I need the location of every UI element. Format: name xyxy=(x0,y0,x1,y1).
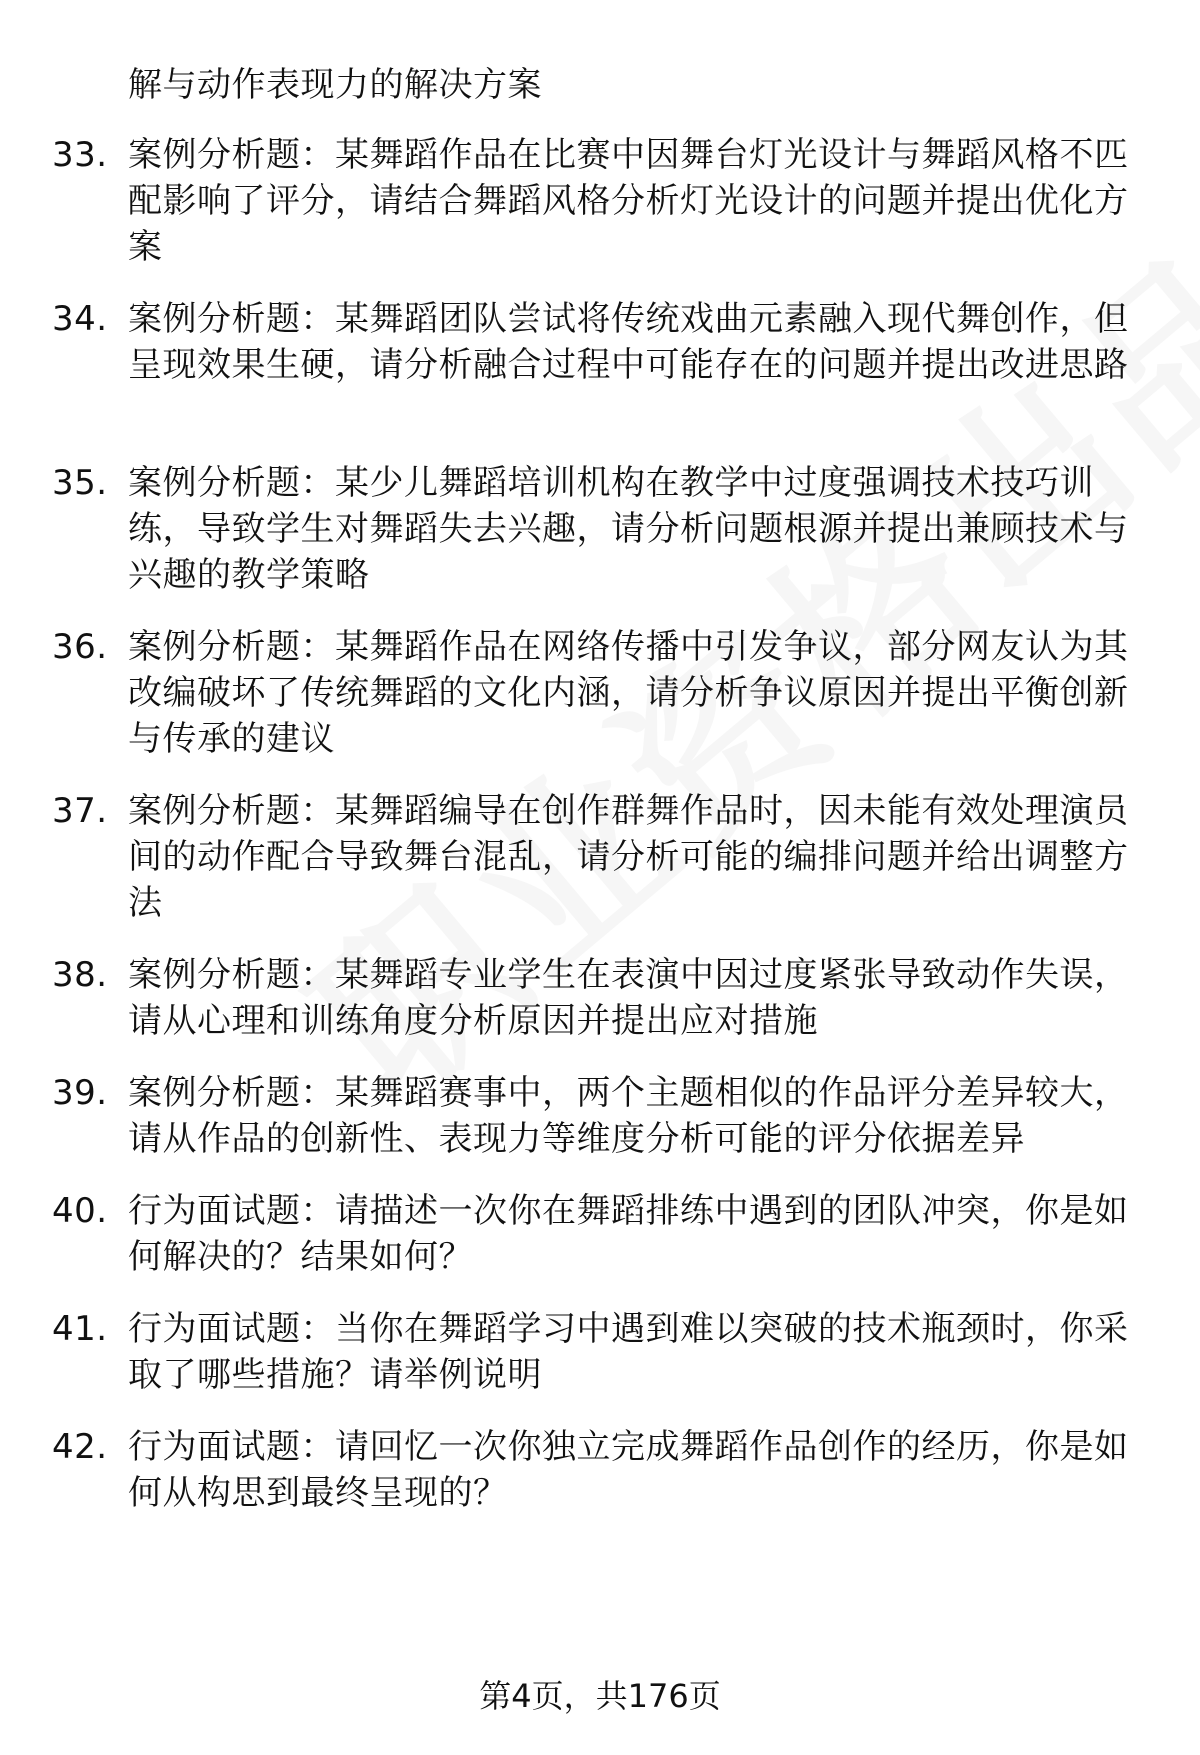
question-text: 案例分析题：某舞蹈团队尝试将传统戏曲元素融入现代舞创作，但呈现效果生硬，请分析融合过程中可能存在的问题并提出改进思路 xyxy=(128,299,1129,385)
question-number: 40. xyxy=(52,1191,108,1231)
question-text: 案例分析题：某舞蹈专业学生在表演中因过度紧张导致动作失误，请从心理和训练角度分析原因并提出应对措施 xyxy=(128,955,1129,1041)
question-number: 38. xyxy=(52,955,108,995)
question-text: 案例分析题：某舞蹈编导在创作群舞作品时，因未能有效处理演员间的动作配合导致舞台混乱，请分析可能的编排问题并给出调整方法 xyxy=(128,791,1129,923)
question-number: 41. xyxy=(52,1309,108,1349)
question-text: 案例分析题：某少儿舞蹈培训机构在教学中过度强调技术技巧训练，导致学生对舞蹈失去兴趣，请分析问题根源并提出兼顾技术与兴趣的教学策略 xyxy=(128,463,1129,595)
question-text: 行为面试题：请描述一次你在舞蹈排练中遇到的团队冲突，你是如何解决的？结果如何？ xyxy=(128,1191,1129,1277)
question-number: 36. xyxy=(52,627,108,667)
question-number: 35. xyxy=(52,463,108,503)
question-text: 案例分析题：某舞蹈作品在网络传播中引发争议，部分网友认为其改编破坏了传统舞蹈的文化内涵，请分析争议原因并提出平衡创新与传承的建议 xyxy=(128,627,1129,759)
question-text: 案例分析题：某舞蹈作品在比赛中因舞台灯光设计与舞蹈风格不匹配影响了评分，请结合舞蹈风格分析灯光设计的问题并提出优化方案 xyxy=(128,135,1129,267)
question-text: 行为面试题：请回忆一次你独立完成舞蹈作品创作的经历，你是如何从构思到最终呈现的？ xyxy=(128,1427,1129,1513)
question-number: 42. xyxy=(52,1427,108,1467)
question-number: 39. xyxy=(52,1073,108,1113)
question-text: 案例分析题：某舞蹈赛事中，两个主题相似的作品评分差异较大，请从作品的创新性、表现力等维度分析可能的评分依据差异 xyxy=(128,1073,1129,1159)
question-number: 37. xyxy=(52,791,108,831)
question-number: 34. xyxy=(52,299,108,339)
question-number: 33. xyxy=(52,135,108,175)
continuation-text: 解与动作表现力的解决方案 xyxy=(128,65,542,105)
question-text: 行为面试题：当你在舞蹈学习中遇到难以突破的技术瓶颈时，你采取了哪些措施？请举例说明 xyxy=(128,1309,1129,1395)
page-number-footer: 第4页，共176页 xyxy=(479,1677,721,1715)
